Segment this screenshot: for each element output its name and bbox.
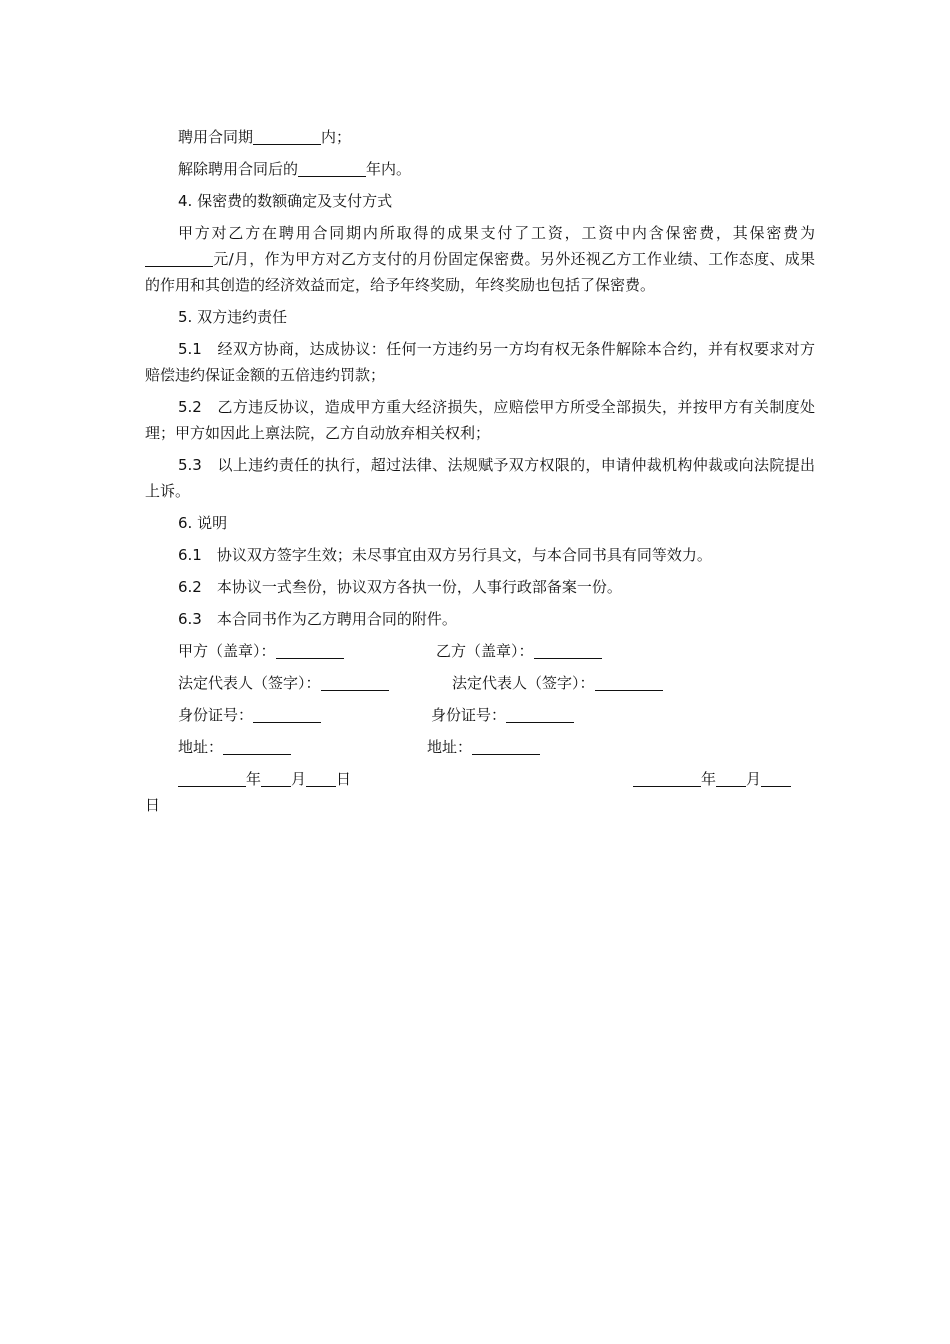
blank-field — [321, 674, 389, 691]
clause-5-3: 5.3 以上违约责任的执行，超过法律、法规赋予双方权限的，申请仲裁机构仲裁或向法院提出上诉。 — [145, 456, 815, 500]
blank-field — [298, 160, 366, 177]
label: 法定代表人（签字）： — [452, 674, 595, 692]
blank-field — [261, 770, 291, 787]
clause-6-1: 6.1 协议双方签字生效；未尽事宜由双方另行具文，与本合同书具有同等效力。 — [178, 546, 712, 564]
party-b-date-day: 日 — [145, 796, 161, 814]
line-contract-period — [145, 124, 815, 150]
party-b-date — [633, 766, 791, 792]
label: 年 — [246, 770, 262, 788]
blank-field — [178, 770, 246, 787]
blank-field — [145, 250, 213, 267]
label: 乙方（盖章）： — [436, 642, 534, 660]
blank-field — [472, 738, 540, 755]
party-a-id — [178, 702, 431, 728]
label: 身份证号： — [178, 706, 254, 724]
clause-6-2: 6.2 本协议一式叁份，协议双方各执一份，人事行政部备案一份。 — [178, 578, 622, 596]
party-b-id — [431, 702, 574, 728]
label: 日 — [336, 770, 352, 788]
party-a-rep — [178, 670, 452, 696]
blank-field — [253, 706, 321, 723]
clause-6-3: 6.3 本合同书作为乙方聘用合同的附件。 — [178, 610, 457, 628]
section-4-title: 4. 保密费的数额确定及支付方式 — [178, 192, 393, 210]
clause-5-2: 5.2 乙方违反协议，造成甲方重大经济损失，应赔偿甲方所受全部损失，并按甲方有关制度处理；甲方如因此上禀法院，乙方自动放弃相关权利； — [145, 398, 815, 442]
blank-field — [253, 128, 321, 145]
blank-field — [761, 770, 791, 787]
text: 甲方对乙方在聘用合同期内所取得的成果支付了工资，工资中内含保密费，其保密费为 — [178, 224, 815, 242]
label: 身份证号： — [431, 706, 507, 724]
blank-field — [534, 642, 602, 659]
blank-field — [306, 770, 336, 787]
blank-field — [506, 706, 574, 723]
label: 月 — [746, 770, 762, 788]
party-a-date — [178, 766, 351, 792]
party-a-seal — [178, 638, 436, 664]
section-5-title: 5. 双方违约责任 — [178, 308, 288, 326]
label: 法定代表人（签字）： — [178, 674, 321, 692]
text: 年内。 — [366, 160, 412, 178]
text: 内； — [321, 128, 352, 146]
blank-field — [223, 738, 291, 755]
party-b-seal — [436, 638, 602, 664]
signature-id-row — [145, 702, 815, 728]
blank-field — [595, 674, 663, 691]
clause-5-1: 5.1 经双方协商，达成协议：任何一方违约另一方均有权无条件解除本合约，并有权要求对方赔偿违约保证金额的五倍违约罚款； — [145, 340, 815, 384]
text: 聘用合同期 — [178, 128, 254, 146]
signature-seal-row — [145, 638, 815, 664]
party-b-address — [427, 734, 540, 760]
blank-field — [716, 770, 746, 787]
label: 地址： — [178, 738, 224, 756]
blank-field — [276, 642, 344, 659]
line-after-termination — [145, 156, 815, 182]
text: 解除聘用合同后的 — [178, 160, 299, 178]
label: 地址： — [427, 738, 473, 756]
label: 月 — [291, 770, 307, 788]
signature-rep-row — [145, 670, 815, 696]
contract-body — [145, 124, 815, 818]
party-a-address — [178, 734, 427, 760]
section-4-paragraph — [145, 220, 815, 298]
text: 元/月，作为甲方对乙方支付的月份固定保密费。另外还视乙方工作业绩、工作态度、成果的作用和其创造的经济效益而定，给予年终奖励，年终奖励也包括了保密费。 — [145, 250, 815, 294]
signature-date-row — [145, 766, 815, 792]
signature-address-row — [145, 734, 815, 760]
section-6-title: 6. 说明 — [178, 514, 228, 532]
party-b-rep — [452, 670, 663, 696]
label: 年 — [701, 770, 717, 788]
blank-field — [633, 770, 701, 787]
label: 甲方（盖章）： — [178, 642, 276, 660]
